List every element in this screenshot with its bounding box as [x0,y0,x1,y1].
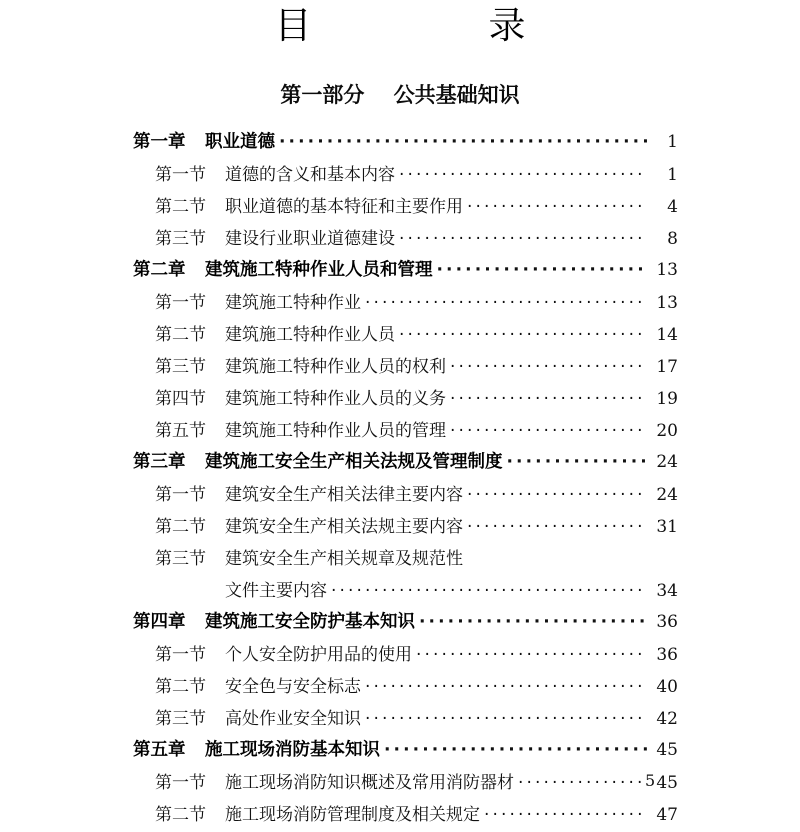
toc-entry-title: 职业道德的基本特征和主要作用 [225,197,463,217]
toc-entry-page-number: 45 [656,740,678,760]
toc-entry-page-number: 45 [656,773,678,793]
toc-entry-section[interactable] [133,384,678,416]
toc-dot-leader [365,711,647,728]
toc-dot-leader [467,547,647,564]
toc-entry-section[interactable] [133,544,678,576]
toc-entry-title: 施工现场消防知识概述及常用消防器材 [225,773,514,793]
toc-entry-title: 高处作业安全知识 [225,709,361,729]
toc-entry-page-number: 1 [667,132,678,152]
toc-entry-number: 第三章 [133,452,186,472]
toc-dot-leader [331,583,647,600]
toc-dot-leader [450,359,647,376]
toc-dot-leader [467,519,647,536]
toc-entry-title: 建筑施工特种作业人员 [225,325,395,345]
toc-entry-number: 第一节 [155,485,206,505]
toc-entry-number: 第一节 [155,773,206,793]
toc-entry-page-number: 34 [656,581,678,601]
toc-entry-section[interactable] [133,160,678,192]
toc-entry-section[interactable] [133,480,678,512]
toc-entry-page-number: 1 [667,165,678,185]
toc-entry-page-number: 13 [656,293,678,313]
toc-entry-page-number: 14 [656,325,678,345]
toc-entry-number: 第三节 [155,709,206,729]
toc-entry-page-number: 36 [656,645,678,665]
toc-entry-page-number: 20 [656,421,678,441]
toc-entry-section[interactable] [133,352,678,384]
toc-entry-page-number: 8 [667,229,678,249]
toc-entry-title: 道德的含义和基本内容 [225,165,395,185]
toc-dot-leader [416,647,647,664]
toc-entry-number: 第三节 [155,229,206,249]
toc-dot-leader [399,167,647,184]
page-folio-number: 5 [645,771,656,790]
toc-entry-number: 第四章 [133,612,186,632]
toc-dot-leader [484,807,647,824]
toc-dot-leader [279,134,647,152]
toc-entry-chapter[interactable] [133,608,678,640]
toc-entry-title: 建筑施工特种作业人员的义务 [225,389,446,409]
toc-entry-page-number: 4 [667,197,678,217]
toc-entry-page-number: 24 [656,452,678,472]
toc-entry-chapter[interactable] [133,256,678,288]
toc-entry-chapter[interactable] [133,448,678,480]
toc-entry-number: 第一章 [133,132,186,152]
toc-entry-page-number: 40 [656,677,678,697]
toc-dot-leader [450,423,647,440]
toc-entry-page-number: 47 [656,805,678,825]
toc-entry-title: 职业道德 [205,132,275,152]
toc-entry-number: 第二节 [155,517,206,537]
toc-entry-section[interactable] [133,640,678,672]
toc-entry-number: 第二节 [155,325,206,345]
toc-entry-title: 建设行业职业道德建设 [225,229,395,249]
toc-entry-section[interactable] [133,800,678,832]
toc-entry-section[interactable] [133,704,678,736]
toc-entry-title: 建筑施工特种作业人员和管理 [205,260,433,280]
toc-entry-title: 建筑施工特种作业人员的权利 [225,357,446,377]
toc-entry-number: 第一节 [155,645,206,665]
toc-entry-section[interactable] [133,672,678,704]
page-title: 目 录 [274,4,552,47]
toc-entry-number: 第二节 [155,805,206,825]
part-heading: 第一部分 公共基础知识 [280,82,520,107]
toc-entry-page-number: 19 [656,389,678,409]
toc-entry-number: 第一节 [155,293,206,313]
toc-entry-title: 安全色与安全标志 [225,677,361,697]
toc-dot-leader [437,262,648,280]
toc-entry-section[interactable] [133,320,678,352]
toc-dot-leader [450,391,647,408]
toc-dot-leader [365,295,647,312]
toc-entry-number: 第一节 [155,165,206,185]
toc-entry-page-number: 42 [656,709,678,729]
toc-entry-continuation[interactable] [133,576,678,608]
toc-entry-title: 施工现场消防管理制度及相关规定 [225,805,480,825]
toc-dot-leader [365,679,647,696]
toc-entry-page-number: 13 [656,260,678,280]
toc-entry-section[interactable] [133,224,678,256]
toc-dot-leader [467,487,647,504]
toc-entry-page-number: 24 [656,485,678,505]
toc-entry-section[interactable] [133,416,678,448]
toc-entry-title: 个人安全防护用品的使用 [225,645,412,665]
toc-dot-leader [384,742,647,760]
toc-entry-number: 第二章 [133,260,186,280]
toc-entry-number: 第四节 [155,389,206,409]
toc-entry-number: 第三节 [155,357,206,377]
toc-entry-page-number: 31 [656,517,678,537]
toc-entry-section[interactable] [133,512,678,544]
toc-entry-chapter[interactable] [133,736,678,768]
toc-entry-chapter[interactable] [133,128,678,160]
toc-entry-number: 第二节 [155,197,206,217]
toc-entry-title: 建筑安全生产相关规章及规范性 [225,549,463,569]
toc-dot-leader [419,614,647,632]
toc-entry-title: 建筑安全生产相关法律主要内容 [225,485,463,505]
toc-dot-leader [507,454,648,472]
toc-dot-leader [399,231,647,248]
toc-entry-section[interactable] [133,192,678,224]
toc-entry-section[interactable] [133,288,678,320]
toc-entry-title: 文件主要内容 [225,581,327,601]
toc-entry-title: 建筑施工特种作业人员的管理 [225,421,446,441]
toc-entry-section[interactable] [133,768,678,800]
toc-entry-title: 建筑施工特种作业 [225,293,361,313]
toc-entry-number: 第五节 [155,421,206,441]
table-of-contents [133,128,678,832]
toc-entry-number: 第二节 [155,677,206,697]
toc-entry-number: 第五章 [133,740,186,760]
toc-entry-title: 施工现场消防基本知识 [205,740,380,760]
toc-dot-leader [518,775,647,792]
toc-entry-title: 建筑施工安全防护基本知识 [205,612,415,632]
toc-entry-page-number: 17 [656,357,678,377]
toc-dot-leader [467,199,647,216]
toc-entry-number: 第三节 [155,549,206,569]
toc-entry-title: 建筑施工安全生产相关法规及管理制度 [205,452,503,472]
toc-dot-leader [399,327,647,344]
toc-entry-page-number: 36 [656,612,678,632]
toc-entry-title: 建筑安全生产相关法规主要内容 [225,517,463,537]
